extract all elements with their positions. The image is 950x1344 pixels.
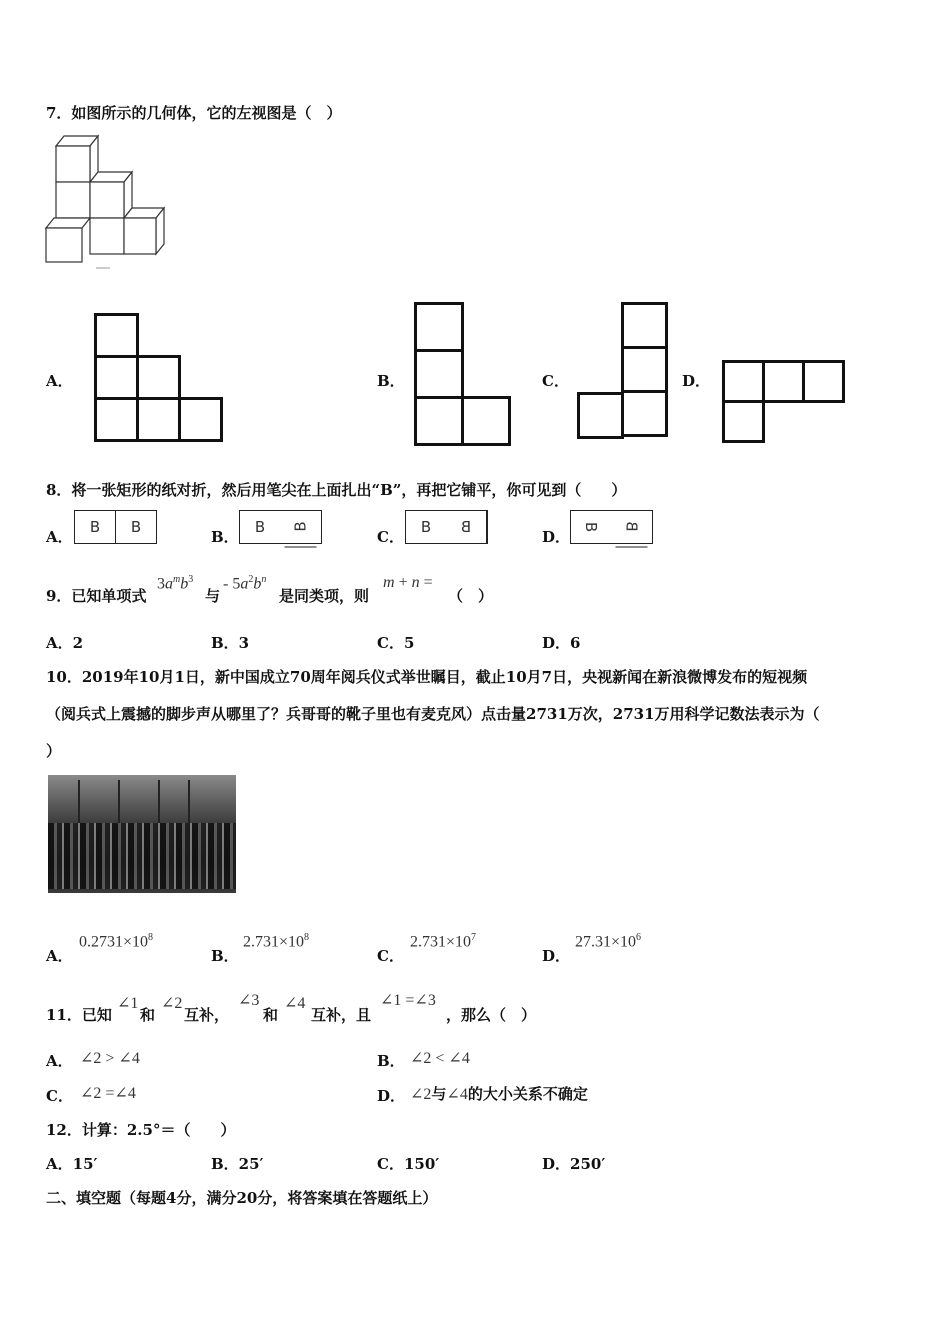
q10-option-d-value[interactable]: $27.31\times 10^6$ xyxy=(575,932,642,951)
q11-d-with: 与 xyxy=(431,1085,447,1103)
q10-option-a-value[interactable]: $0.2731\times 10^8$ xyxy=(79,932,154,951)
q12-option-c[interactable]: C．150′ xyxy=(377,1155,440,1173)
q9-stem-start: 9．已知单项式 xyxy=(46,587,147,605)
q8-option-c-figure[interactable] xyxy=(405,510,488,544)
q10-stem-line-3: ） xyxy=(46,742,62,760)
q10-option-b-value[interactable]: $2.731\times 10^8$ xyxy=(243,932,310,951)
q8-option-a-figure[interactable] xyxy=(74,510,157,544)
q8-option-d-figure[interactable] xyxy=(570,510,653,544)
q8-a-left-letter: B xyxy=(89,518,101,536)
q8-option-a-label[interactable]: A． xyxy=(46,528,73,546)
q11-option-c-label[interactable]: C． xyxy=(46,1087,73,1105)
q9-monomial-1: $3a^mb^3$ xyxy=(157,574,194,593)
q11-option-d-label[interactable]: D． xyxy=(377,1087,406,1105)
q9-stem-end: （ ） xyxy=(448,587,494,605)
q11-option-b-value[interactable]: ∠2 < ∠4 xyxy=(410,1050,470,1067)
q8-option-d-label[interactable]: D． xyxy=(542,528,571,546)
q7-option-a-label[interactable]: A． xyxy=(46,372,73,390)
q11-option-b-label[interactable]: B． xyxy=(377,1052,405,1070)
q10-option-a-label[interactable]: A． xyxy=(46,947,73,965)
q9-option-c[interactable]: C．5 xyxy=(377,634,415,652)
q10-stem-line-1: 10．2019年10月1日，新中国成立70周年阅兵仪式举世瞩目，截止10月7日，央视新闻在新浪微博发布的短视频 xyxy=(46,668,808,686)
q7-option-b-figure[interactable] xyxy=(414,302,512,446)
q9-stem-and: 与 xyxy=(205,587,221,605)
q9-stem-middle: 是同类项，则 xyxy=(279,587,370,605)
q9-expression: m + n = xyxy=(383,574,433,591)
q7-option-c-figure[interactable] xyxy=(576,302,668,440)
q8-option-b-figure[interactable] xyxy=(239,510,322,544)
q8-b-right-letter: B xyxy=(285,507,317,548)
q10-option-d-label[interactable]: D． xyxy=(542,947,571,965)
q12-option-b[interactable]: B．25′ xyxy=(211,1155,264,1173)
q7-option-d-figure[interactable] xyxy=(722,360,846,444)
q8-c-left-letter: B xyxy=(420,518,432,536)
q11-angle-3: ∠3 xyxy=(238,992,260,1009)
q9-option-a[interactable]: A．2 xyxy=(46,634,84,652)
q8-d-right-letter: B xyxy=(616,507,648,548)
q8-stem: 8．将一张矩形的纸对折，然后用笔尖在上面扎出“B”，再把它铺平，你可见到（ ） xyxy=(46,481,627,499)
q7-option-c-label[interactable]: C． xyxy=(542,372,569,390)
q8-d-left-letter: B xyxy=(582,521,600,533)
q11-and-1: 和 xyxy=(140,1006,156,1024)
q9-monomial-2: - $5a^2b^n$ xyxy=(223,574,267,593)
q12-stem: 12．计算：2.5°＝（ ） xyxy=(46,1121,236,1139)
q8-a-right-letter: B xyxy=(115,511,156,543)
q7-stem: 7．如图所示的几何体，它的左视图是（ ） xyxy=(46,104,342,122)
q11-stem-start: 11．已知 xyxy=(46,1006,112,1024)
q12-option-a[interactable]: A．15′ xyxy=(46,1155,98,1173)
q8-option-c-label[interactable]: C． xyxy=(377,528,404,546)
q11-equality: ∠1 =∠3 xyxy=(380,992,436,1009)
q11-d-angle-4: ∠4 xyxy=(446,1086,468,1103)
parade-photo xyxy=(48,775,236,893)
q11-supplementary-1: 互补， xyxy=(184,1006,230,1024)
q11-angle-4: ∠4 xyxy=(284,995,306,1012)
q11-option-a-value[interactable]: ∠2 > ∠4 xyxy=(80,1050,140,1067)
q11-angle-2: ∠2 xyxy=(161,995,183,1012)
q12-option-d[interactable]: D．250′ xyxy=(542,1155,606,1173)
q7-option-d-label[interactable]: D． xyxy=(682,372,711,390)
q9-option-d[interactable]: D．6 xyxy=(542,634,581,652)
q8-b-left-letter: B xyxy=(254,518,266,536)
q11-d-tail: 的大小关系不确定 xyxy=(467,1085,588,1103)
q11-supplementary-2: 互补，且 xyxy=(311,1006,372,1024)
q7-option-a-figure[interactable] xyxy=(94,313,224,443)
q11-and-2: 和 xyxy=(263,1006,279,1024)
q10-option-b-label[interactable]: B． xyxy=(211,947,239,965)
q11-angle-1: ∠1 xyxy=(117,995,139,1012)
q8-option-b-label[interactable]: B． xyxy=(211,528,239,546)
q11-option-d-value[interactable] xyxy=(410,1083,588,1104)
section-2-title: 二、填空题（每题4分，满分20分，将答案填在答题纸上） xyxy=(46,1189,438,1207)
q10-option-c-label[interactable]: C． xyxy=(377,947,404,965)
q11-option-c-value[interactable]: ∠2 =∠4 xyxy=(80,1085,136,1102)
q10-option-c-value[interactable]: $2.731\times 10^7$ xyxy=(410,932,477,951)
q11-option-a-label[interactable]: A． xyxy=(46,1052,73,1070)
q11-d-angle-2: ∠2 xyxy=(410,1086,432,1103)
q7-option-b-label[interactable]: B． xyxy=(377,372,405,390)
q8-c-right-letter: B xyxy=(446,511,487,543)
q11-stem-end: ，那么（ ） xyxy=(446,1006,537,1024)
q7-solid-figure xyxy=(44,130,169,270)
q10-stem-line-2: （阅兵式上震撼的脚步声从哪里了？兵哥哥的靴子里也有麦克风）点击量2731万次，2731万用科学记数法表示为（ xyxy=(46,705,820,723)
q9-option-b[interactable]: B．3 xyxy=(211,634,250,652)
